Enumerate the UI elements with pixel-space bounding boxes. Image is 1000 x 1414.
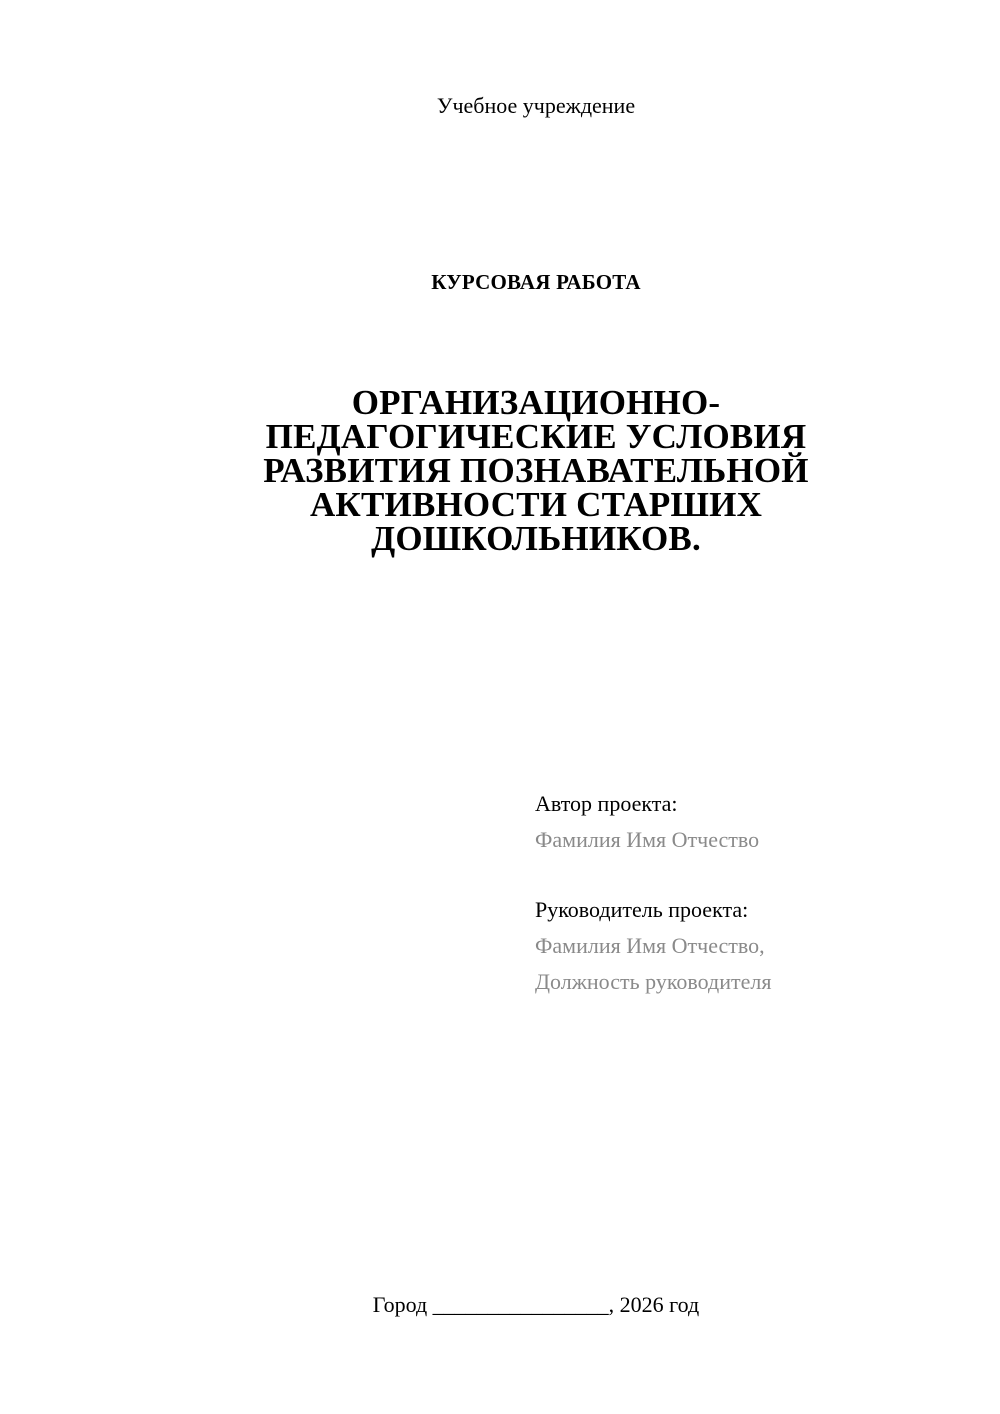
institution-name: Учебное учреждение — [436, 93, 636, 118]
supervisor-name: Фамилия Имя Отчество, — [535, 933, 765, 958]
title-line: АКТИВНОСТИ СТАРШИХ — [309, 485, 763, 524]
title-line: ОРГАНИЗАЦИОННО- — [351, 383, 721, 422]
work-type-heading: КУРСОВАЯ РАБОТА — [431, 270, 641, 294]
document-title — [210, 383, 862, 558]
author-label: Автор проекта: — [535, 791, 678, 816]
author-name: Фамилия Имя Отчество — [535, 827, 760, 852]
author-block — [535, 786, 975, 858]
supervisor-block — [535, 892, 975, 1000]
title-line: ДОШКОЛЬНИКОВ. — [371, 519, 701, 558]
supervisor-position: Должность руководителя — [535, 969, 772, 994]
city-year-line: Город ________________, 2026 год — [372, 1292, 700, 1317]
title-line: ПЕДАГОГИЧЕСКИЕ УСЛОВИЯ — [265, 417, 807, 456]
title-line: РАЗВИТИЯ ПОЗНАВАТЕЛЬНОЙ — [263, 451, 809, 490]
supervisor-label: Руководитель проекта: — [535, 897, 749, 922]
